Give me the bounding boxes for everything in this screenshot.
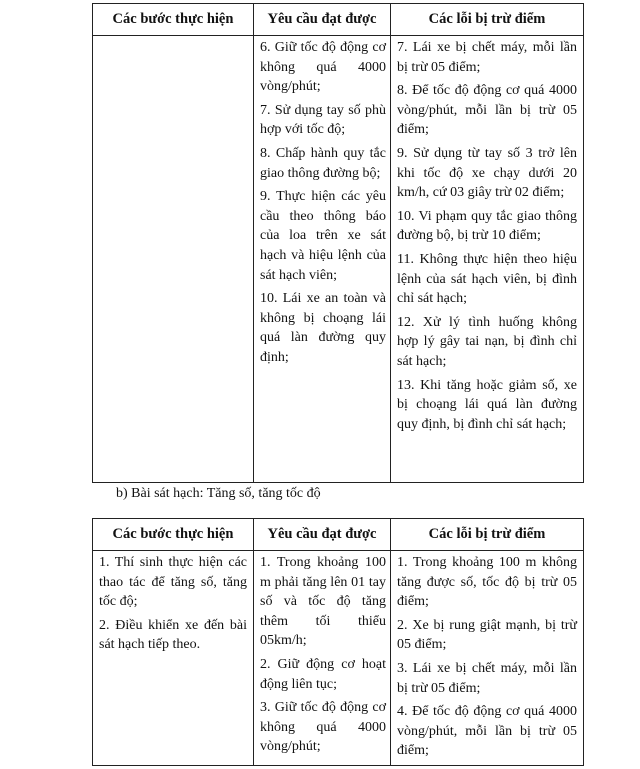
steps-cell	[93, 551, 254, 766]
list-item: 2. Giữ động cơ hoạt động liên tục;	[260, 656, 386, 692]
table-row	[93, 551, 584, 766]
list-item: 1. Trong khoảng 100 m phải tăng lên 01 tay số và tốc độ tăng thêm tối thiểu 05km/h;	[260, 555, 386, 649]
list-item: 8. Để tốc độ động cơ quá 4000 vòng/phút, mỗi lần bị trừ 05 điểm;	[397, 83, 577, 138]
list-item: 2. Xe bị rung giật mạnh, bị trừ 05 điểm;	[397, 617, 577, 653]
header-requirements: Yêu cầu đạt được	[254, 519, 391, 551]
list-item: 9. Thực hiện các yêu cầu theo thông báo của loa trên xe sát hạch và hiệu lệnh của sát hạch viên;	[260, 189, 386, 283]
requirements-cell	[254, 551, 391, 766]
list-item: 12. Xử lý tình huống không hợp lý gây tai nạn, bị đình chỉ sát hạch;	[397, 314, 577, 369]
table-row	[93, 36, 584, 483]
section-subtitle: b) Bài sát hạch: Tăng số, tăng tốc độ	[116, 486, 321, 501]
penalties-cell	[391, 36, 584, 483]
list-item: 8. Chấp hành quy tắc giao thông đường bộ;	[260, 145, 386, 181]
table-shift-gear	[92, 518, 584, 766]
steps-cell	[93, 36, 254, 483]
table-header-row	[93, 519, 584, 551]
list-item: 7. Sử dụng tay số phù hợp với tốc độ;	[260, 102, 386, 138]
list-item: 6. Giữ tốc độ động cơ không quá 4000 vòng/phút;	[260, 40, 386, 95]
list-item: 3. Lái xe bị chết máy, mỗi lần bị trừ 05 điểm;	[397, 660, 577, 696]
header-penalties: Các lỗi bị trừ điểm	[391, 4, 584, 36]
table-continued	[92, 3, 584, 483]
header-requirements: Yêu cầu đạt được	[254, 4, 391, 36]
list-item: 13. Khi tăng hoặc giảm số, xe bị choạng lái quá làn đường quy định, bị đình chỉ sát hạch;	[397, 377, 577, 432]
list-item: 10. Lái xe an toàn và không bị choạng lái quá làn đường quy định;	[260, 291, 386, 365]
header-steps: Các bước thực hiện	[93, 4, 254, 36]
list-item: 7. Lái xe bị chết máy, mỗi lần bị trừ 05 điểm;	[397, 40, 577, 75]
list-item: 10. Vi phạm quy tắc giao thông đường bộ, bị trừ 10 điểm;	[397, 208, 577, 244]
list-item: 1. Thí sinh thực hiện các thao tác để tăng số, tăng tốc độ;	[99, 555, 247, 610]
header-steps: Các bước thực hiện	[93, 519, 254, 551]
list-item: 11. Không thực hiện theo hiệu lệnh của sát hạch viên, bị đình chỉ sát hạch;	[397, 251, 577, 307]
list-item: 4. Để tốc độ động cơ quá 4000 vòng/phút, mỗi lần bị trừ 05 điểm;	[397, 704, 577, 759]
list-item: 2. Điều khiển xe đến bài sát hạch tiếp theo.	[99, 617, 247, 653]
list-item: 9. Sử dụng từ tay số 3 trở lên khi tốc độ xe chạy dưới 20 km/h, cứ 03 giây trừ 02 điểm;	[397, 145, 577, 201]
requirements-cell	[254, 36, 391, 483]
header-penalties: Các lỗi bị trừ điểm	[391, 519, 584, 551]
table-header-row	[93, 4, 584, 36]
penalties-cell	[391, 551, 584, 766]
list-item: 1. Trong khoảng 100 m không tăng được số, tốc độ bị trừ 05 điểm;	[397, 555, 577, 610]
list-item: 3. Giữ tốc độ động cơ không quá 4000 vòng/phút;	[260, 700, 386, 755]
